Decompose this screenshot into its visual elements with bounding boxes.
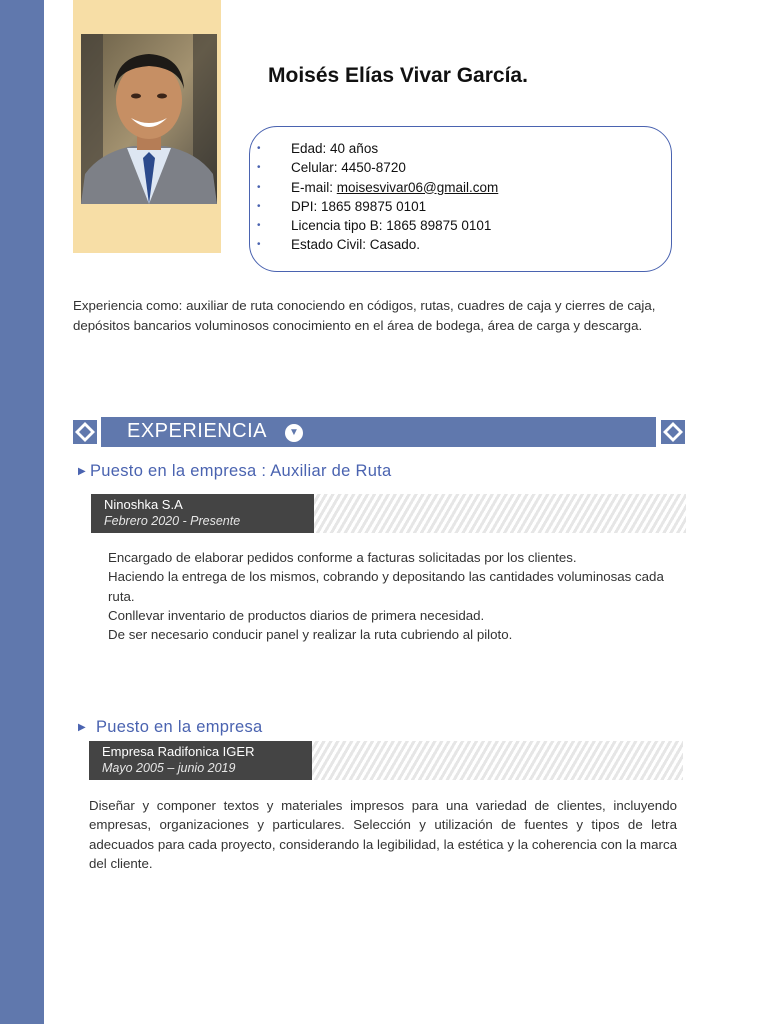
profile-summary: Experiencia como: auxiliar de ruta conociendo en códigos, rutas, cuadres de caja y cierres de caja, depósitos bancarios voluminosos conocimiento en el área de bodega, área de carga y descarga. (73, 298, 656, 333)
company-box-1 (91, 494, 314, 533)
candidate-name: Moisés Elías Vivar García. (268, 64, 528, 87)
bullet-icon: • (257, 181, 261, 193)
job-title-2 (78, 718, 263, 737)
bullet-icon: • (257, 200, 261, 212)
job-line: Haciendo la entrega de los mismos, cobrando y depositando las cantidades voluminosas cada ruta. (108, 569, 664, 604)
company-name: Ninoshka S.A (104, 497, 183, 512)
contact-info-box (249, 126, 672, 272)
bullet-icon: • (257, 220, 261, 232)
job-title-text: Puesto en la empresa (96, 718, 263, 736)
bullet-icon: • (257, 162, 261, 174)
job-line: Conllevar inventario de productos diarios de primera necesidad. (108, 607, 485, 623)
bullet-icon: • (257, 239, 261, 251)
company-box-2 (89, 741, 312, 780)
info-dpi: DPI: 1865 89875 0101 (291, 198, 427, 214)
section-header-experiencia (101, 417, 656, 447)
diamond-ornament-icon (73, 420, 97, 444)
profile-photo (81, 34, 217, 204)
email-label: E-mail: (291, 179, 337, 195)
job-title-1 (78, 462, 392, 481)
job-line: De ser necesario conducir panel y realizar la ruta cubriendo al piloto. (108, 627, 513, 643)
bullet-icon: • (257, 143, 261, 154)
arrow-right-icon: ▶ (78, 722, 86, 733)
chevron-down-icon[interactable]: ▼ (285, 424, 303, 442)
email-link[interactable]: moisesvivar06@gmail.com (336, 179, 499, 195)
job-description-2: Diseñar y componer textos y materiales impresos para una variedad de clientes, incluyendo empresas, organizaciones y particulares. Selección y utilización de fuentes y tipos de letra adecuados para cada proyecto, considerando la legibilidad, la estética y la coherencia con la marca del cliente. (89, 798, 677, 871)
job-dates: Mayo 2005 – junio 2019 (102, 761, 236, 775)
info-age: Edad: 40 años (291, 141, 379, 156)
info-marital-status: Estado Civil: Casado. (291, 237, 421, 253)
stripe-decoration (312, 741, 683, 780)
stripe-decoration (314, 494, 686, 533)
job-dates: Febrero 2020 - Presente (104, 514, 241, 528)
section-title: EXPERIENCIA (127, 420, 267, 442)
job-description-1 (108, 548, 686, 644)
company-name: Empresa Radifonica IGER (102, 744, 255, 759)
job-title-text: Puesto en la empresa : Auxiliar de Ruta (90, 462, 392, 480)
info-phone: Celular: 4450-8720 (291, 160, 406, 176)
job-line: Encargado de elaborar pedidos conforme a facturas solicitadas por los clientes. (108, 550, 577, 565)
arrow-right-icon: ▶ (78, 466, 86, 477)
info-email (291, 178, 498, 197)
info-license: Licencia tipo B: 1865 89875 0101 (291, 218, 492, 234)
diamond-ornament-icon (661, 420, 685, 444)
side-bar (0, 0, 44, 1024)
